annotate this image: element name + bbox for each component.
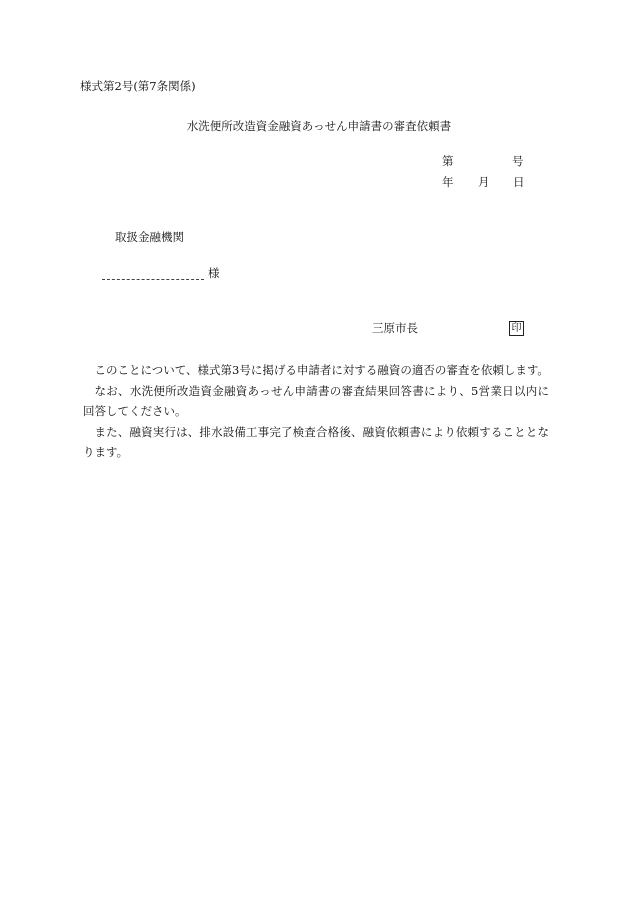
document-number-suffix: 号 — [512, 154, 524, 168]
form-number: 様式第2号(第7条関係) — [80, 79, 196, 93]
date-day-label: 日 — [513, 175, 525, 189]
seal-mark: 印 — [509, 321, 524, 336]
document-title: 水洗便所改造資金融資あっせん申請書の審査依頼書 — [186, 119, 452, 133]
body-text — [83, 360, 549, 463]
recipient-organization: 取扱金融機関 — [115, 230, 184, 244]
recipient-honorific: 様 — [208, 266, 220, 280]
date-month-label: 月 — [478, 175, 490, 189]
sender-title: 三原市長 — [372, 321, 418, 335]
body-paragraph: このことについて、様式第3号に掲げる申請者に対する融資の適否の審査を依頼します。 — [94, 363, 549, 377]
date-year-label: 年 — [442, 175, 454, 189]
body-paragraph: また、融資実行は、排水設備工事完了検査合格後、融資依頼書により依頼することとなります。 — [83, 424, 549, 459]
recipient-name-blank-line — [102, 279, 204, 280]
body-paragraph: なお、水洗便所改造資金融資あっせん申請書の審査結果回答書により、5営業日以内に回答してください。 — [83, 383, 549, 418]
document-number-prefix: 第 — [442, 154, 454, 168]
